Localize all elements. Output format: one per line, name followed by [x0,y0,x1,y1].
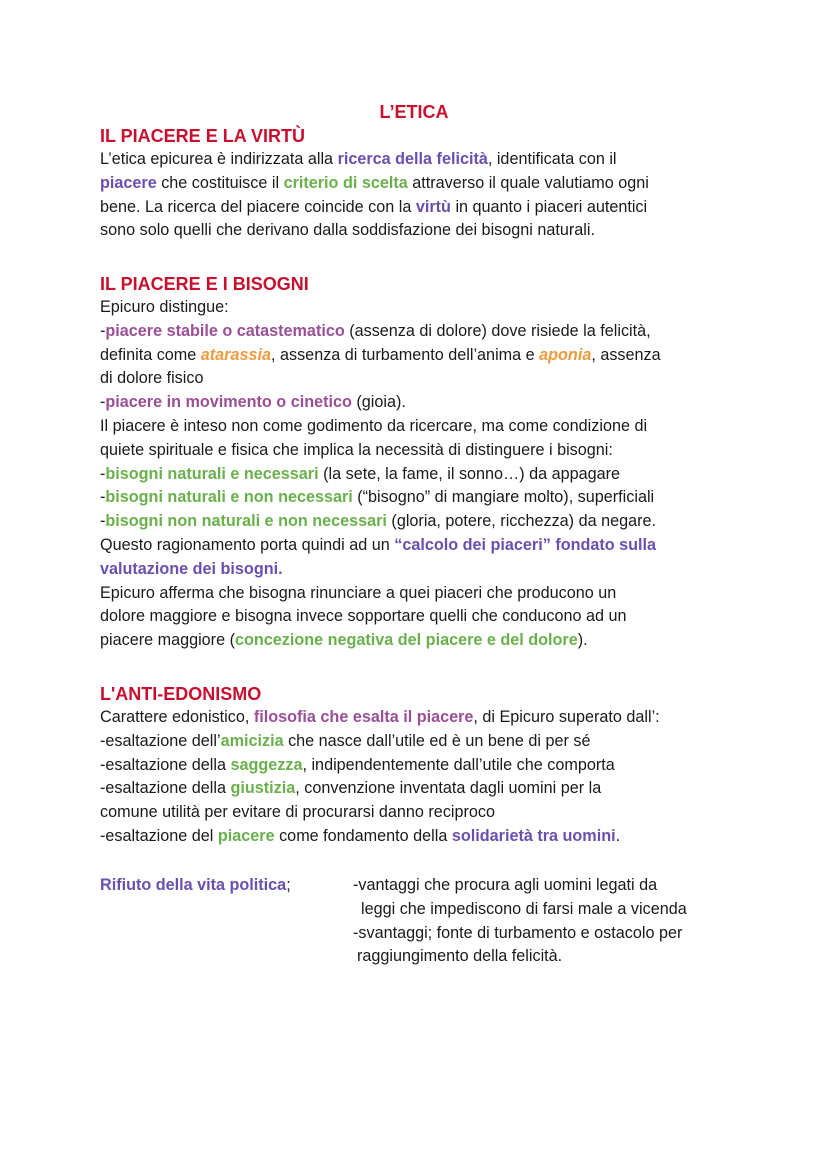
text-line: sono solo quelli che derivano dalla soddisfazione dei bisogni naturali. [100,221,595,240]
text-line: -esaltazione della saggezza, indipendentemente dall’utile che comporta [100,755,615,774]
section-piacere-virtu [100,124,750,243]
list-item: leggi che impediscono di farsi male a vicenda [361,899,687,918]
text-line: piacere che costituisce il criterio di scelta attraverso il quale valutiamo ogni [100,173,649,192]
text-line: piacere maggiore (concezione negativa del piacere e del dolore). [100,631,588,650]
section-heading: L'ANTI-EDONISMO [100,684,262,704]
text-line: Epicuro afferma che bisogna rinunciare a quei piaceri che producono un [100,583,617,602]
text-line: -esaltazione della giustizia, convenzione inventata dagli uomini per la [100,779,602,798]
text-line: -piacere in movimento o cinetico (gioia). [100,393,406,412]
text-line: Il piacere è inteso non come godimento da ricercare, ma come condizione di [100,416,648,435]
text-line: Epicuro distingue: [100,298,229,316]
text-line: -esaltazione dell’amicizia che nasce dall’utile ed è un bene di per sé [100,731,591,750]
text-line: Carattere edonistico, filosofia che esalta il piacere, di Epicuro superato dall’: [100,708,660,726]
text-line: comune utilità per evitare di procurarsi danno reciproco [100,803,495,822]
list-item: raggiungimento della felicità. [357,947,563,966]
text-line: valutazione dei bisogni. [100,559,283,578]
text-line: bene. La ricerca del piacere coincide con la virtù in quanto i piaceri autentici [100,197,648,216]
text-line: di dolore fisico [100,369,204,388]
text-line: L’etica epicurea è indirizzata alla ricerca della felicità, identificata con il [100,150,617,168]
section-heading: IL PIACERE E I BISOGNI [100,274,309,294]
text-line: -bisogni naturali e non necessari (“bisogno” di mangiare molto), superficiali [100,488,655,507]
text-line: -piacere stabile o catastematico (assenza di dolore) dove risiede la felicità, [100,321,651,340]
text-line: -bisogni naturali e necessari (la sete, la fame, il sonno…) da appagare [100,464,621,483]
text-line: Questo ragionamento porta quindi ad un “calcolo dei piaceri” fondato sulla [100,535,657,554]
text-line: -bisogni non naturali e non necessari (gloria, potere, ricchezza) da negare. [100,512,656,531]
rifiuto-label: Rifiuto della vita politica; [100,876,291,894]
text-line: dolore maggiore e bisogna invece sopportare quelli che conducono ad un [100,607,627,626]
text-line: -esaltazione del piacere come fondamento della solidarietà tra uomini. [100,826,621,845]
list-item: -vantaggi che procura agli uomini legati da [353,876,658,894]
section-piacere-bisogni [100,272,750,653]
text-line: definita come atarassia, assenza di turbamento dell’anima e aponia, assenza [100,345,661,364]
section-anti-edonismo [100,682,750,849]
text-line: quiete spirituale e fisica che implica la necessità di distinguere i bisogni: [100,440,613,459]
section-heading: IL PIACERE E LA VIRTÙ [100,126,306,146]
document-title: L’ETICA [379,102,449,122]
rifiuto-list [353,874,753,969]
list-item: -svantaggi; fonte di turbamento e ostacolo per [353,923,683,942]
